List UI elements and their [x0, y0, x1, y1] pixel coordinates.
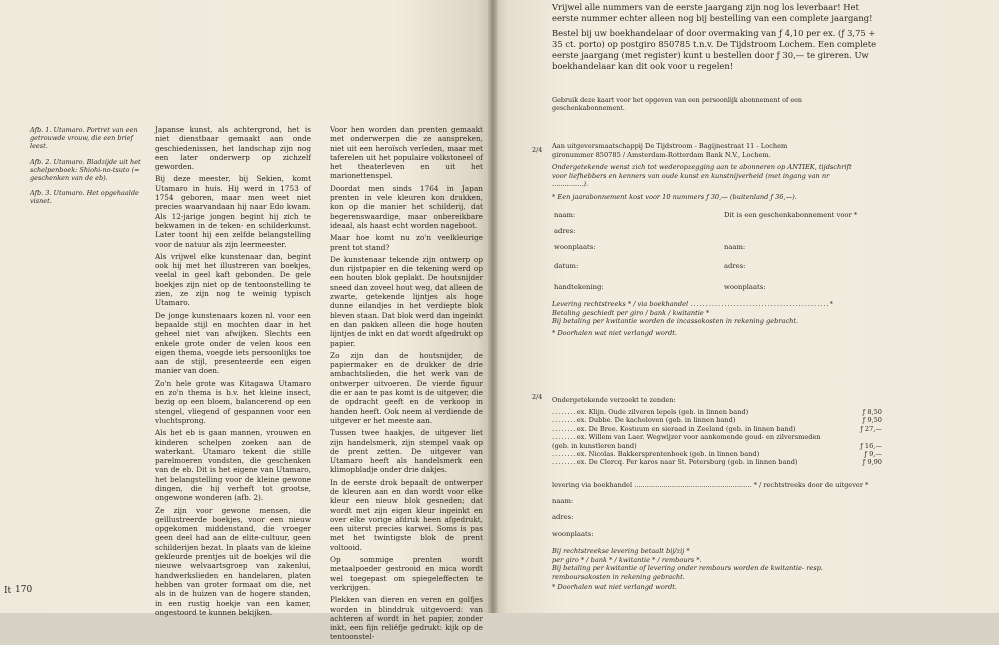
paragraph: Doordat men sinds 1764 in Japan prenten in vele kleuren kon drukken, kon op die manier het schilderij, dat begerenswaardige, maar onbereikbare ideaal, als haast echt worden nageboot. [330, 183, 483, 230]
form1-gift-address-field[interactable]: adres: [724, 262, 746, 270]
form1-strike-note: * Doorhalen wat niet verlangd wordt. [552, 328, 677, 337]
form1-name-field[interactable]: naam: [554, 211, 576, 219]
form1-signature-field[interactable]: handtekening: [554, 283, 604, 291]
paragraph: Als vrijwel elke kunstenaar dan, begint ook hij met het illustreren van boekjes, veelal in geel kaft gebonden. De gele boekjes zijn niet op de tentoonstelling te zien, ze zijn nog te weinig typisch Utamaro. [155, 251, 311, 308]
order-item[interactable]: ........ex. Klijn. Oude zilveren lepels (geb. in linnen band) ƒ 8,50 [552, 408, 882, 416]
intro-paragraph-1: Vrijwel alle nummers van de eerste jaargang zijn nog los leverbaar! Het eerste nummer echter alleen nog bij bestelling van een complete jaargang! [552, 2, 873, 23]
caption-1: Afb. 1. Utamaro. Portret van een getrouwde vrouw, die een brief leest. [30, 126, 138, 151]
form2-code: 2/4 [532, 393, 543, 401]
form2-name-field[interactable]: naam: [552, 497, 574, 505]
form1-address: Aan uitgeversmaatschappij De Tijdstroom - Bagijnestraat 11 - Lochem [552, 142, 788, 150]
caption-3: Afb. 3. Utamaro. Het opgehaalde visnet. [30, 189, 139, 206]
form1-payment[interactable]: Betaling geschiedt per giro / bank / kwitantie * [552, 308, 710, 317]
form1-delivery[interactable]: Levering rechtstreeks * / via boekhandel .............................................* [552, 300, 834, 308]
form2-payment [552, 547, 882, 592]
paragraph: De kunstenaar tekende zijn ontwerp op dun rijstpapier en die tekening werd op een houten blok geplakt. De houtsnijder sneed dan zoveel hout weg, dat alleen de zwarte, getekende lijntjes als hoge dunne eilandjes in het verdiepte blok bleven staan. Dat blok werd dan ingeinkt en dan pakken alleen die hoge houten lijntjes de inkt en dat wordt afgedrukt op papier. [330, 254, 483, 348]
text-column-2 [330, 125, 483, 645]
book-gutter [488, 0, 498, 613]
form1-city-field[interactable]: woonplaats: [554, 243, 596, 251]
form2-pay-line-3: Bij betaling per kwitantie of levering onder rembours worden de kwitantie- resp. remboursakosten in rekening gebracht. [552, 564, 823, 581]
right-page [492, 0, 999, 613]
form2-city-field[interactable]: woonplaats: [552, 530, 594, 538]
form1-address-field[interactable]: adres: [554, 227, 576, 235]
form2-pay-line-1: Bij rechtstreekse levering betaalt bij/zij * [552, 547, 690, 555]
intro-text [552, 2, 882, 76]
paragraph: In de eerste drok bepaalt de ontwerper de kleuren aan en dan wordt voor elke kleur een nieuw blok gesneden; dat wordt met zijn eigen kleur ingeinkt en over elke vorige afdruk heen afgedrukt, een uiterst precies karwei. Soms is pas met het twintigste blok de prent voltooid. [330, 477, 483, 552]
form1-gift-city-field[interactable]: woonplaats: [724, 283, 766, 291]
edge-mark: It [4, 586, 12, 596]
paragraph: Maar hoe komt nu zo'n veelkleurige prent tot stand? [330, 233, 483, 252]
form1-gift-label: Dit is een geschenkabonnement voor * [724, 211, 858, 219]
order-item[interactable]: ........ex. Willem van Laer. Wegwijzer voor aankomende goud- en zilversmeden (geb. in kunstleren band) ƒ 16,— [552, 433, 882, 450]
coupon-note: Gebruik deze kaart voor het opgeven van een persoonlijk abonnement of een geschenkabonnement. [552, 96, 803, 112]
paragraph: Ze zijn voor gewone mensen, die geïllustreerde boekjes, voor een nieuw opgekomen middenstand, die vroeger geen deel had aan de elite-cultuur, geen schilderijen bezat. In plaats van de kleine gekleurde prentjes uit de boekjes wil die nieuwe welvaartsgroep van zakenlui, handwerkslieden en handelaren, platen hebben van groter formaat om die, net als in de huizen van de hogere standen, in een rustig hoekje van een kamer, ongestoord te kunnen bekijken. [155, 505, 311, 617]
form1-footer [552, 300, 852, 337]
text-column-1 [155, 125, 311, 620]
form1-gift-name-field[interactable]: naam: [724, 243, 746, 251]
paragraph: Japanse kunst, als achtergrond, het is niet dienstbaar gemaakt aan onde geschiedenissen, het landschap zijn nog een later onderwerp op zichzelf geworden. [155, 125, 311, 172]
form1-price: * Een jaarabonnement kost voor 10 nummers ƒ 30,— (buitenland ƒ 36,—). [552, 192, 797, 201]
paragraph: Bij deze meester, bij Sekien, komt Utamaro in huis. Hij werd in 1753 of 1754 geboren, maar men weet niet precies waarvandaan hij naar Edo kwam. Als 12-jarige jongen begint hij zich te bekwamen in de teken- en schilderkunst. Later toont hij een zelfde belangstelling voor de natuur als zijn leermeester. [155, 174, 311, 249]
form2-title: Ondergetekende verzoekt te zenden: [552, 396, 676, 404]
form1-code: 2/4 [532, 146, 543, 154]
paragraph: Op sommige prenten wordt metaalpoeder gestrooid en mica wordt wel toegepast om spiegeleffecten te verkrijgen. [330, 555, 483, 592]
order-item[interactable]: ........ex. De Clercq. Per karos naar St. Petersburg (geb. in linnen band) ƒ 9,90 [552, 458, 882, 467]
paragraph: Zo zijn dan de houtsnijder, de papiermaker en de drukker de drie ambachtslieden, die het werk van de ontwerper uitvoeren. De vierde figuur die er aan te pas komt is de uitgever, die de opdracht geeft en de verkoop in handen heeft. Ook neem al verdiende de uitgever er het meeste aan. [330, 350, 483, 425]
order-item[interactable]: ........ex. Nicolas. Bakkersprentenboek (geb. in linnen band) ƒ 9,— [552, 450, 882, 459]
figure-captions [30, 126, 142, 213]
paragraph: Als het eb is gaan mannen, vrouwen en kinderen schelpen zoeken aan de waterkant. Utamaro tekent die stille parelmoeren vondsten, die geschenken van de eb. Dit is het eigene van Utamaro, het belangstelling voor de kleine gewone dingen, die hij verheft tot grootse, ongewone wonderen (afb. 2). [155, 428, 311, 503]
form1-payment-note: Bij betaling per kwitantie worden de incassokosten in rekening gebracht. [552, 317, 799, 326]
page-number: 170 [15, 585, 33, 595]
paragraph: Zo'n hele grote was Kitagawa Utamaro en zo'n thema is b.v. het kleine insect, bezig op een bloem, balancerend op een stengel, vliegend of gespannen voor een vluchtsprong. [155, 378, 311, 425]
form2-pay-line-2[interactable]: per giro * / bank * / kwitantie * / rembours *. [552, 555, 702, 564]
form2-address-field[interactable]: adres: [552, 513, 574, 521]
form1-statement: Ondergetekende wenst zich tot wederopzegging aan te abonneren op ANTIEK, tijdschrift voor liefhebbers en kenners van oude kunst en kunstnijverheid (met ingang van nr ...............). [552, 163, 852, 189]
order-item[interactable]: ........ex. Dubbe. De kacheloven (geb. in linnen band) ƒ 9,50 [552, 416, 882, 425]
paragraph: Plekken van dieren en veren en golfjes worden in blinddruk uitgevoerd: van achteren af wordt in het papier, zonder inkt, een fijn reliëfje gedrukt: kijk op de tentoonstel- [330, 595, 483, 642]
order-list [552, 408, 882, 467]
form2-delivery[interactable]: levering via boekhandel ........................................................ * / rechtstreeks door de uitgever * [552, 481, 869, 489]
paragraph: Voor hen worden dan prenten gemaakt met onderwerpen die ze aanspreken, niet uit een heroïsch verleden, maar met taferelen uit het populaire volkstoneel of het theaterleven en uit het marionettenspel. [330, 125, 483, 181]
caption-2: Afb. 2. Utamaro. Bladzijde uit het schelpenboek: Shiohi-no-tsuto (= geschenken van de eb). [30, 157, 141, 183]
left-page [0, 0, 492, 642]
paragraph: De jonge kunstenaars kozen nl. voor een bepaalde stijl en mochten daar in het geheel niet van afwijken. Slechts een enkele grote onder de velen koos een eigen thema, voegde iets persoonlijks toe aan de stijl, presenteerde een eigen manier van doen. [155, 310, 311, 376]
form1-header [552, 142, 852, 202]
form1-date-field[interactable]: datum: [554, 262, 579, 270]
form1-bank: gironummer 850785 / Amsterdam-Rotterdam Bank N.V., Lochem. [552, 150, 771, 159]
order-item[interactable]: ........ex. De Bree. Kostuum en sieraad in Zeeland (geb. in linnen band) ƒ 27,— [552, 424, 882, 433]
intro-paragraph-2: Bestel bij uw boekhandelaar of door overmaking van ƒ 4,10 per ex. (ƒ 3,75 + 35 ct. porto) op postgiro 850785 t.n.v. De Tijdstroom Lochem. Een complete eerste jaargang (met register) kunt u bestellen door ƒ 30,— te gireren. Uw boekhandelaar kan dit ook voor u regelen! [552, 28, 877, 71]
paragraph: Tussen twee haakjes, de uitgever liet zijn handelsmerk, zijn stempel vaak op de prent zetten. De uitgever van Utamaro heeft als handelsmerk een klimopbladje onder drie dakjes. [330, 428, 483, 475]
form2-strike-note: * Doorhalen wat niet verlangd wordt. [552, 583, 677, 592]
